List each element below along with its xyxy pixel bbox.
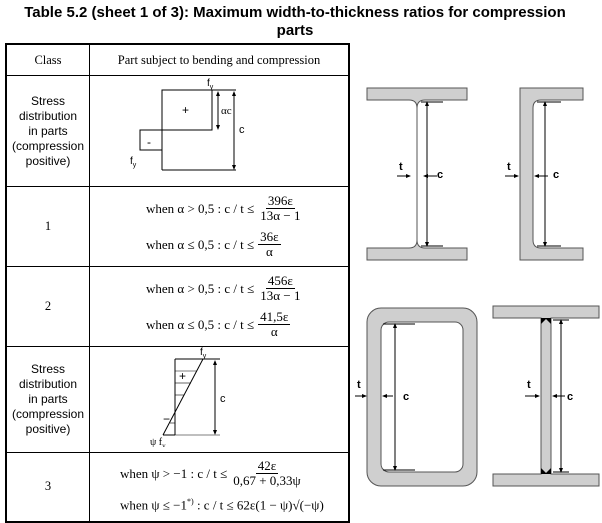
svg-text:t: t (527, 379, 531, 391)
ratio-table (5, 43, 350, 523)
stress-row-2 (6, 347, 349, 453)
svg-text:t: t (357, 379, 361, 391)
svg-text:c: c (220, 393, 226, 405)
class-2-formula-b: when α ≤ 0,5 : c / t ≤ $\frac{41,5\varepsilon}{\alpha}$ (146, 309, 289, 339)
header-class: Class (6, 44, 90, 76)
svg-text:t: t (399, 161, 403, 173)
svg-text:-: - (147, 135, 151, 149)
stress-diagram-linear (90, 347, 351, 447)
cross-section-sketches (355, 80, 600, 516)
svg-text:c: c (239, 124, 245, 136)
header-part: Part subject to bending and compression (90, 44, 350, 76)
svg-text:+: + (179, 369, 187, 383)
svg-text:t: t (507, 161, 511, 173)
svg-text:fy: $f_y$ (130, 156, 137, 169)
stress-diagram-cell-2 (90, 347, 350, 453)
svg-text:−: − (163, 412, 171, 426)
class-2-label: 2 (6, 267, 90, 347)
channel-section (505, 88, 583, 260)
stress-diagram-bending (90, 76, 351, 181)
i-section-rolled (367, 88, 467, 260)
class-row-2 (6, 267, 349, 347)
title-line-1: Table 5.2 (sheet 1 of 3): Maximum width-to-thickness ratios for compression (24, 4, 566, 21)
class-1-formula-a: when α > 0,5 : c / t ≤ $\frac{396\varepsilon}{13\alpha - 1}$ (146, 193, 301, 223)
class-row-3 (6, 453, 349, 522)
svg-text:αc: αc (221, 105, 232, 117)
class-3-formula-b: when ψ ≤ −1*) : c / t ≤ 62ε(1 − ψ)√(−ψ) (120, 496, 324, 512)
svg-text:ψ fy: ψ $f_y$ (150, 437, 166, 447)
svg-text:c: c (567, 391, 574, 403)
stress-row-1 (6, 76, 349, 187)
class-1-label: 1 (6, 187, 90, 267)
svg-text:fy: $f_y$ (207, 78, 214, 91)
class-row-1 (6, 187, 349, 267)
class-3-formulas (90, 453, 350, 522)
table-header-row (6, 44, 349, 76)
class-3-formula-a: when ψ > −1 : c / t ≤ $\frac{42\varepsilon}{0,67 + 0,33\psi}$ (120, 458, 301, 489)
svg-text:+: + (182, 103, 190, 117)
svg-text:c: c (403, 391, 410, 403)
svg-text:c: c (553, 169, 560, 181)
stress-diagram-cell-1 (90, 76, 350, 187)
i-section-welded (493, 306, 599, 486)
title-line-2: parts (276, 22, 314, 39)
class-2-formula-a: when α > 0,5 : c / t ≤ $\frac{456\varepsilon}{13\alpha - 1}$ (146, 273, 301, 303)
svg-text:fy: $f_y$ (200, 347, 207, 360)
stress-label-2: Stress distribution in parts (compression positive) (6, 347, 90, 453)
box-section (355, 308, 477, 486)
table-title (0, 4, 590, 40)
class-2-formulas (90, 267, 350, 347)
class-1-formulas (90, 187, 350, 267)
stress-label-1: Stress distribution in parts (compression positive) (6, 76, 90, 187)
class-3-label: 3 (6, 453, 90, 522)
class-1-formula-b: when α ≤ 0,5 : c / t ≤ $\frac{36\varepsilon}{\alpha}$ (146, 229, 279, 259)
svg-text:c: c (437, 169, 444, 181)
